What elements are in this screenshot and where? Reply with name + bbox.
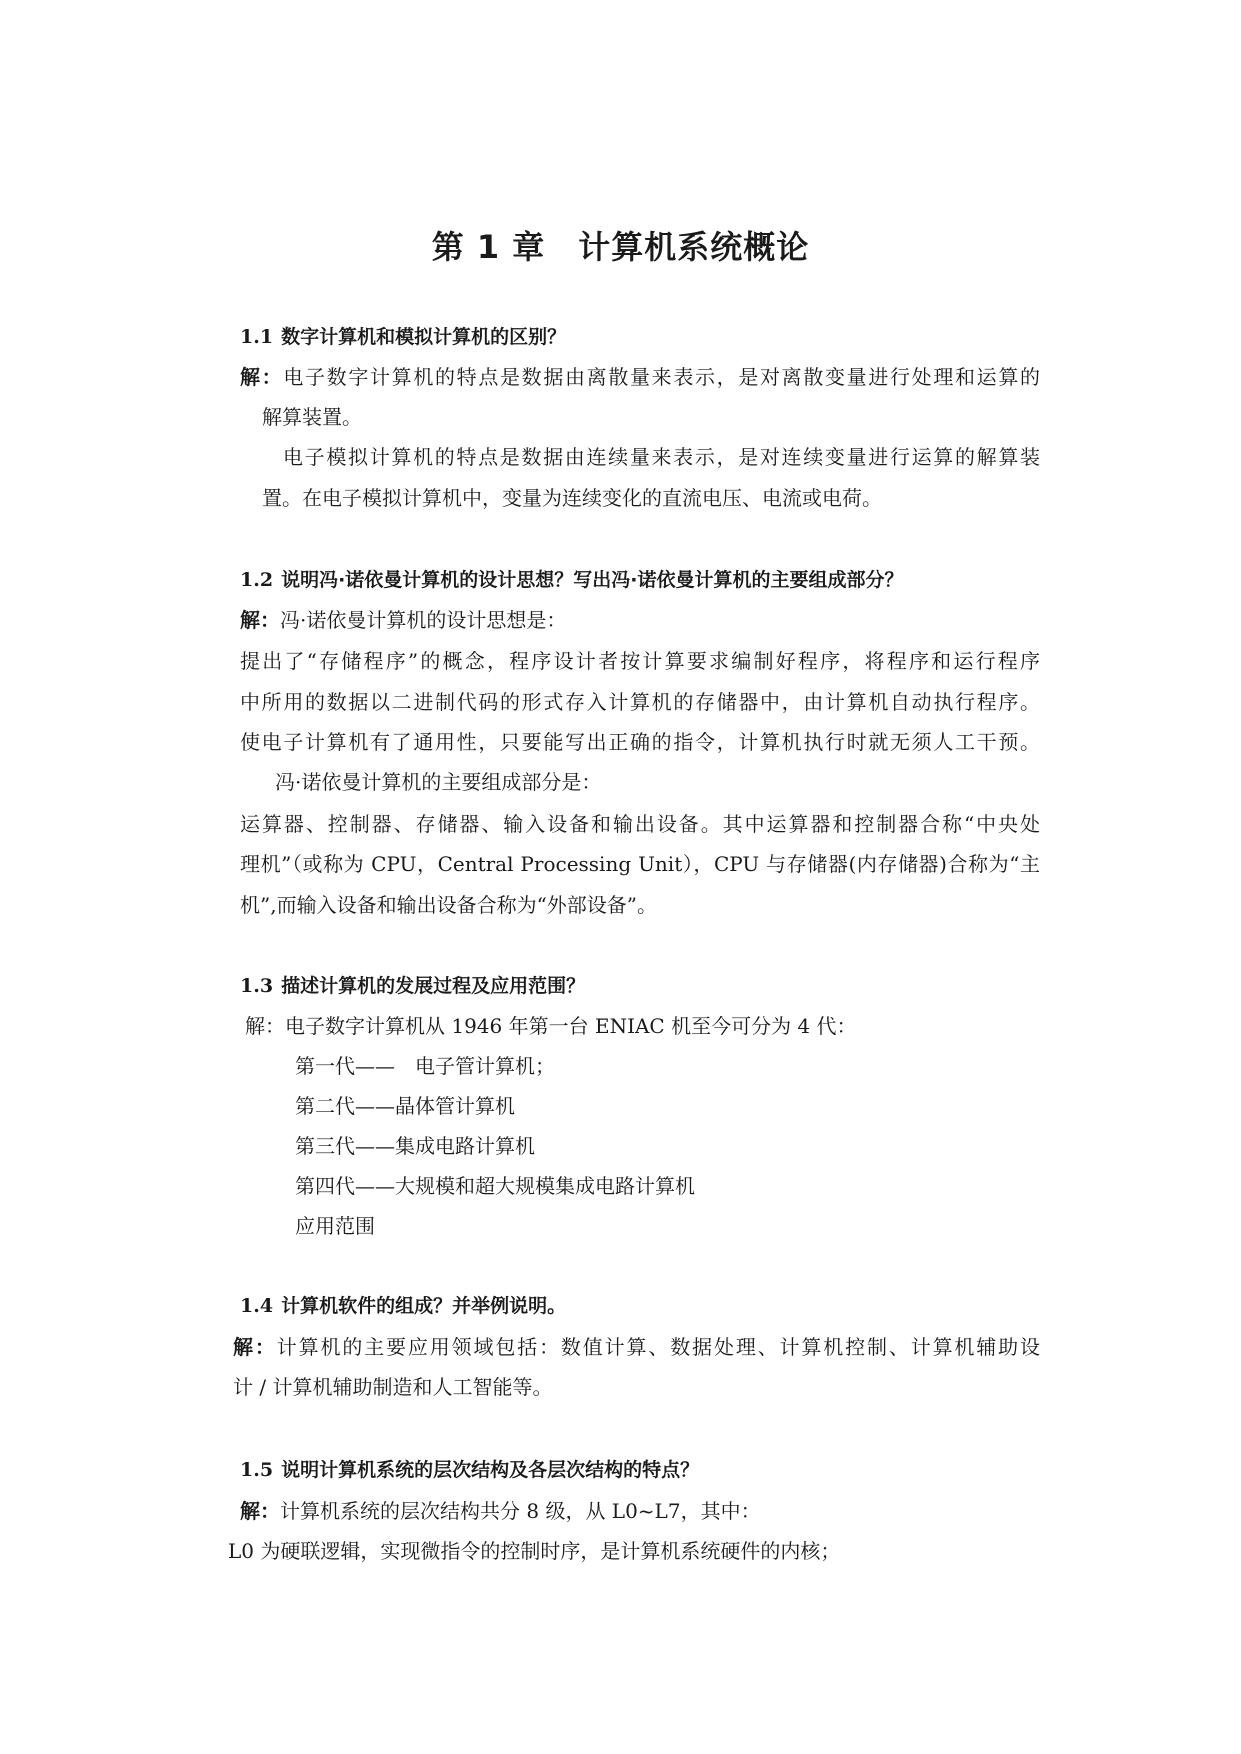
answer-label: 解： xyxy=(240,365,284,389)
answer-line: 机”,而输入设备和输出设备合称为“外部设备”。 xyxy=(240,893,658,917)
question-text: 描述计算机的发展过程及应用范围？ xyxy=(281,975,586,997)
question-text: 数字计算机和模拟计算机的区别？ xyxy=(281,326,567,348)
answer-line: 解算装置。 xyxy=(262,405,362,429)
answer-line xyxy=(233,1333,1040,1361)
answer-line: 冯·诺依曼计算机的主要组成部分是： xyxy=(275,770,602,794)
answer-line: 计 / 计算机辅助制造和人工智能等。 xyxy=(233,1375,553,1399)
answer-line: 解：电子数字计算机从 1946 年第一台 ENIAC 机至今可分为 4 代： xyxy=(245,1014,857,1038)
question-text: 计算机软件的组成？并举例说明。 xyxy=(281,1295,567,1317)
answer-line xyxy=(240,363,1040,391)
answer-text: 计算机系统的层次结构共分 8 级，从 L0~L7，其中： xyxy=(280,1499,761,1523)
question-number: 1.5 xyxy=(240,1459,274,1481)
answer-text: 电子数字计算机的特点是数据由离散量来表示，是对离散变量进行处理和运算的 xyxy=(283,365,1041,389)
list-item: 第二代——晶体管计算机 xyxy=(295,1094,515,1118)
answer-label: 解： xyxy=(240,1499,280,1523)
question-1-4 xyxy=(240,1292,566,1320)
question-1-5 xyxy=(240,1456,699,1484)
question-text: 说明冯·诺依曼计算机的设计思想？写出冯·诺依曼计算机的主要组成部分？ xyxy=(281,569,904,591)
answer-line: 电子模拟计算机的特点是数据由连续量来表示，是对连续变量进行运算的解算装 xyxy=(283,445,1040,469)
answer-line: 中所用的数据以二进制代码的形式存入计算机的存储器中，由计算机自动执行程序。 xyxy=(240,690,1040,714)
list-item: 第四代——大规模和超大规模集成电路计算机 xyxy=(295,1174,695,1198)
answer-line: 提出了“存储程序”的概念，程序设计者按计算要求编制好程序，将程序和运行程序 xyxy=(240,649,1040,673)
question-1-1 xyxy=(240,323,566,351)
answer-label: 解： xyxy=(240,608,280,632)
answer-line: 运算器、控制器、存储器、输入设备和输出设备。其中运算器和控制器合称“中央处 xyxy=(240,812,1040,836)
answer-text: 计算机的主要应用领域包括：数值计算、数据处理、计算机控制、计算机辅助设 xyxy=(276,1335,1041,1359)
chapter-title: 第 1 章 计算机系统概论 xyxy=(431,228,810,266)
question-1-2 xyxy=(240,566,904,594)
answer-line: 使电子计算机有了通用性，只要能写出正确的指令，计算机执行时就无须人工干预。 xyxy=(240,730,1040,754)
answer-line xyxy=(240,1497,761,1525)
answer-line: L0 为硬联逻辑，实现微指令的控制时序，是计算机系统硬件的内核； xyxy=(228,1539,841,1563)
answer-line xyxy=(240,606,566,634)
list-item: 应用范围 xyxy=(295,1214,375,1238)
list-item: 第三代——集成电路计算机 xyxy=(295,1134,535,1158)
question-number: 1.2 xyxy=(240,569,274,591)
question-number: 1.3 xyxy=(240,975,274,997)
list-item: 第一代—— 电子管计算机； xyxy=(295,1054,555,1078)
answer-line: 置。在电子模拟计算机中，变量为连续变化的直流电压、电流或电荷。 xyxy=(262,486,882,510)
answer-label: 解： xyxy=(233,1335,277,1359)
answer-text: 冯·诺依曼计算机的设计思想是： xyxy=(280,608,567,632)
question-number: 1.4 xyxy=(240,1295,274,1317)
question-text: 说明计算机系统的层次结构及各层次结构的特点？ xyxy=(281,1459,700,1481)
answer-line: 理机”（或称为 CPU，Central Processing Unit），CPU 与存储器(内存储器)合称为“主 xyxy=(240,852,1040,876)
question-number: 1.1 xyxy=(240,326,274,348)
question-1-3 xyxy=(240,972,585,1000)
